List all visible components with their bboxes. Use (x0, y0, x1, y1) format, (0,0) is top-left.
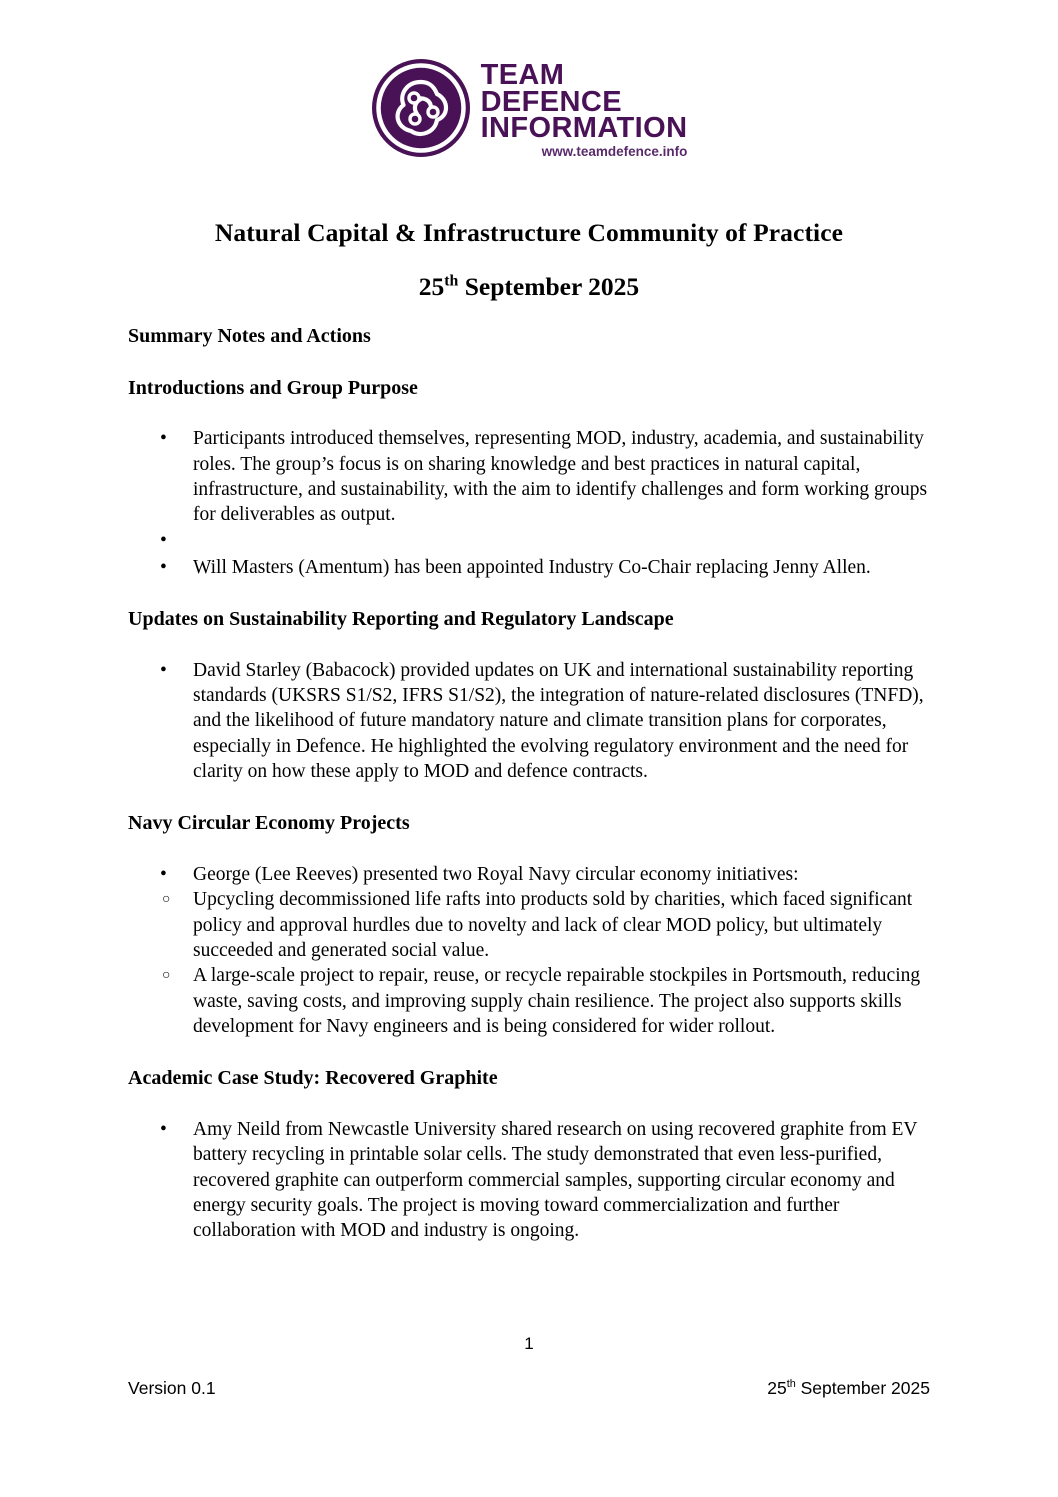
sub-list-item: ○ A large-scale project to repair, reuse, or recycle repairable stockpiles in Portsmouth, reducing waste, saving costs, and improving supply chain resilience. The project also supports skills development for Navy engineers and is being considered for wider rollout. (128, 963, 930, 1039)
list-item-empty (128, 528, 930, 555)
spacer (128, 400, 930, 426)
page-number: 1 (524, 1334, 534, 1353)
team-defence-trefoil-emblem-icon (371, 58, 471, 158)
list-navy-projects (128, 862, 930, 887)
heading-academic-case-study-recovered-graphite: Academic Case Study: Recovered Graphite (128, 1067, 498, 1090)
sub-list-item: ○ Upcycling decommissioned life rafts into products sold by charities, which faced significant policy and approval hurdles due to novelty and lack of clear MOD policy, but ultimately succeeded and generated social value. (128, 887, 930, 963)
list-item: • David Starley (Babacock) provided updates on UK and international sustainability reporting standards (UKSRS S1/S2, IFRS S1/S2), the integration of nature-related disclosures (TNFD), and the likelihood of future mandatory nature and climate transition plans for corporates, especially in Defence. He highlighted the evolving regulatory environment and the need for clarity on how these apply to MOD and defence contracts. (128, 658, 930, 785)
spacer (128, 349, 930, 377)
footer-date-number: 25 (767, 1378, 787, 1398)
heading-navy-circular-economy-projects: Navy Circular Economy Projects (128, 812, 410, 835)
list-item: • Will Masters (Amentum) has been appointed Industry Co-Chair replacing Jenny Allen. (128, 555, 930, 580)
logo-word-information: INFORMATION (480, 112, 688, 145)
footer-version: Version 0.1 (128, 1378, 216, 1398)
organisation-logo (0, 58, 1058, 158)
footer-date (767, 1378, 930, 1399)
spacer (128, 632, 930, 658)
spacer (128, 836, 930, 862)
list-academic-case-study (128, 1117, 930, 1244)
footer-date-ordinal: th (786, 1378, 796, 1391)
logo-word-team: TEAM (480, 59, 565, 91)
list-item: • George (Lee Reeves) presented two Royal Navy circular economy initiatives: (128, 862, 930, 887)
list-item: • Participants introduced themselves, representing MOD, industry, academia, and sustainability roles. The group’s focus is on sharing knowledge and best practices in natural capital, infrastructure, and sustainability, with the aim to identify challenges and form working groups for deliverables as output. (128, 426, 930, 527)
logo-word-defence: DEFENCE (480, 85, 622, 118)
list-item: • Amy Neild from Newcastle University shared research on using recovered graphite from EV battery recycling in printable solar cells. The study demonstrated that even less-purified, recovered graphite can outperform commercial samples, supporting circular economy and energy security goals. The project is moving toward commercialization and further collaboration with MOD and industry is ongoing. (128, 1117, 930, 1244)
sublist-navy-projects (128, 887, 930, 1039)
spacer (128, 784, 930, 812)
document-body (128, 325, 930, 1244)
list-introductions (128, 426, 930, 580)
spacer (128, 580, 930, 608)
spacer (128, 1091, 930, 1117)
logo-website-url: www.teamdefence.info (541, 144, 688, 160)
heading-summary-notes-and-actions: Summary Notes and Actions (128, 325, 371, 347)
document-date-ordinal: th (444, 272, 459, 290)
page-footer (128, 1378, 930, 1399)
heading-updates-sustainability-reporting: Updates on Sustainability Reporting and Regulatory Landscape (128, 607, 674, 630)
heading-introductions-and-group-purpose: Introductions and Group Purpose (128, 376, 418, 399)
document-title: Natural Capital & Infrastructure Community of Practice (214, 218, 844, 247)
document-date-title (128, 272, 930, 302)
list-sustainability-updates (128, 658, 930, 785)
footer-date-rest: September 2025 (795, 1378, 930, 1398)
spacer (128, 1039, 930, 1067)
document-date-rest: September 2025 (458, 272, 640, 301)
document-date-number: 25 (418, 272, 445, 301)
